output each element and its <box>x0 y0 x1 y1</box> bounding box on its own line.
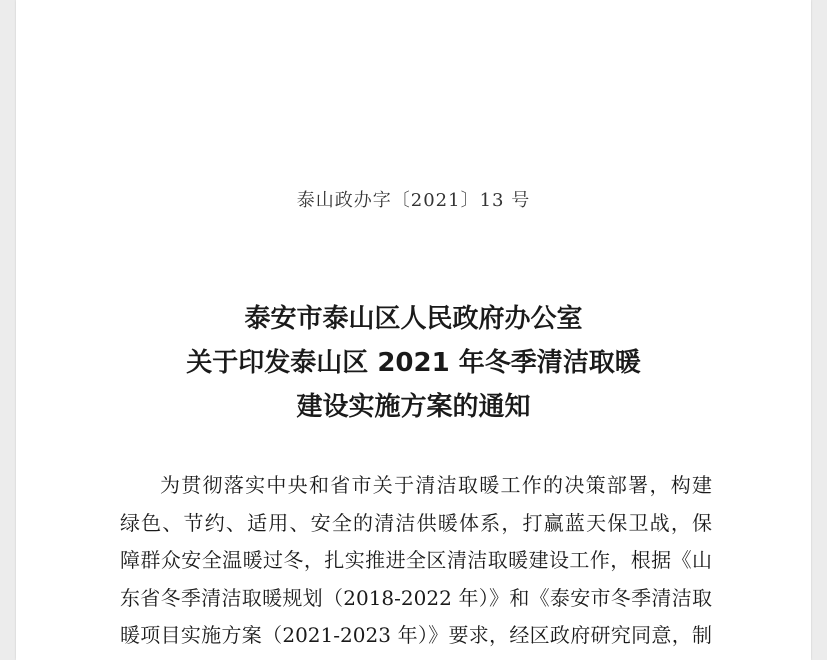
title-line: 关于印发泰山区 2021 年冬季清洁取暖 <box>186 348 641 378</box>
document-number: 泰山政办字〔2021〕13 号 <box>296 190 531 211</box>
body-line: 绿色、节约、适用、安全的清洁供暖体系，打赢蓝天保卫战，保 <box>120 510 712 535</box>
document-page <box>16 0 811 660</box>
title-line: 建设实施方案的通知 <box>296 392 531 422</box>
body-paragraph <box>120 467 712 655</box>
body-line: 东省冬季清洁取暖规划（2018-2022 年）》和《泰安市冬季清洁取 <box>120 585 712 610</box>
document-title <box>16 297 811 429</box>
body-line: 暖项目实施方案（2021-2023 年）》要求，经区政府研究同意，制 <box>120 623 712 647</box>
title-line: 泰安市泰山区人民政府办公室 <box>244 304 583 334</box>
body-line: 障群众安全温暖过冬，扎实推进全区清洁取暖建设工作，根据《山 <box>120 548 712 572</box>
body-line: 为贯彻落实中央和省市关于清洁取暖工作的决策部署，构建 <box>160 473 712 497</box>
